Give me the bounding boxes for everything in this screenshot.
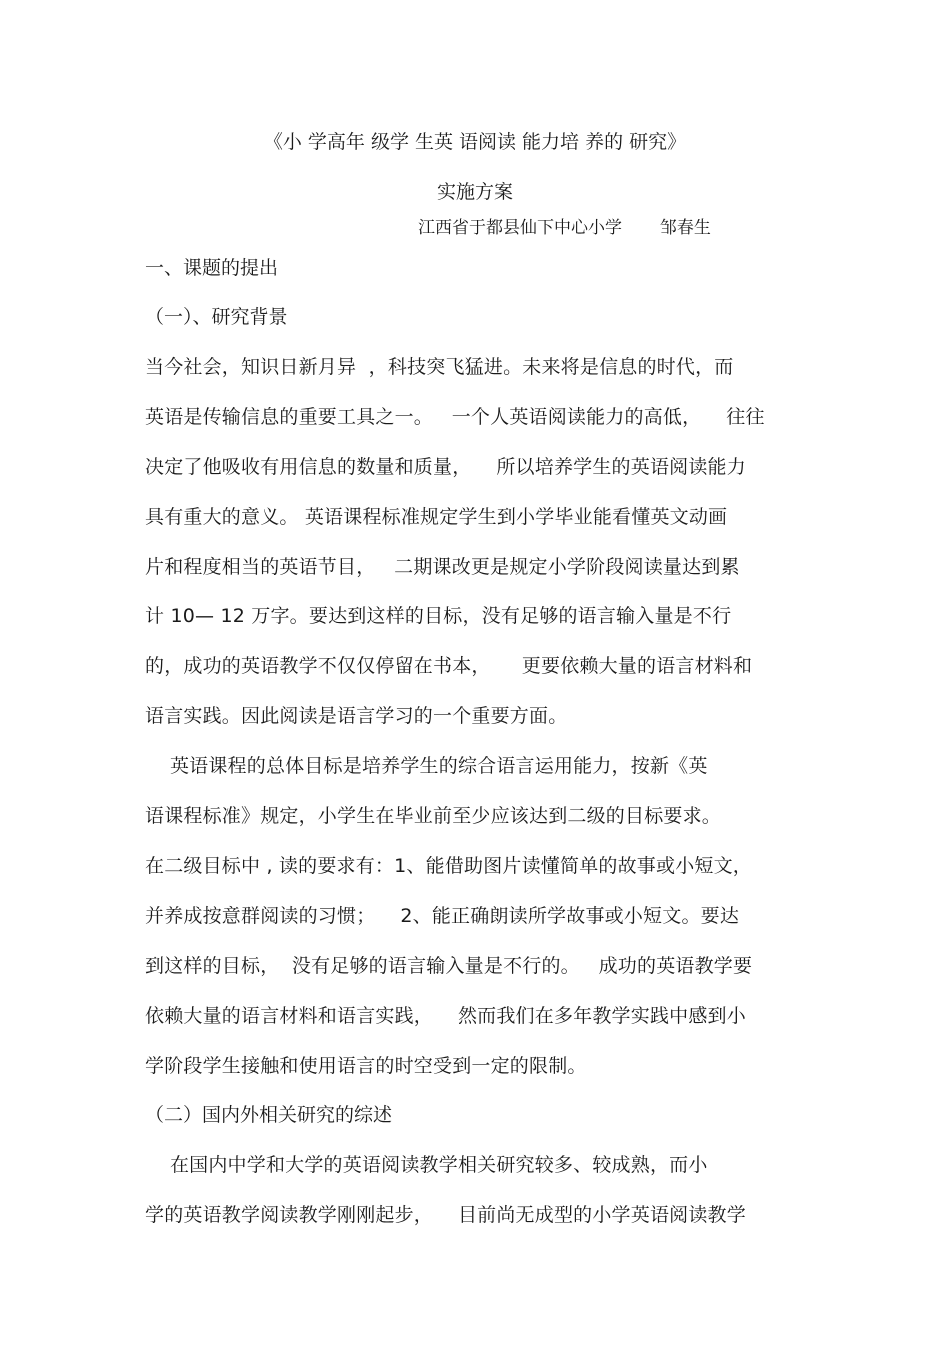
paragraph-line: 在国内中学和大学的英语阅读教学相关研究较多、较成熟，而小 <box>145 1154 708 1176</box>
paragraph-line: 语课程标准》规定，小学生在毕业前至少应该达到二级的目标要求。 <box>145 805 722 827</box>
paragraph-line: 片和程度相当的英语节目， 二期课改更是规定小学阶段阅读量达到累 <box>145 556 740 578</box>
subsection-heading: （一）、研究背景 <box>145 306 288 328</box>
paragraph-line: 学阶段学生接触和使用语言的时空受到一定的限制。 <box>145 1055 587 1077</box>
paragraph-line: 英语是传输信息的重要工具之一。 一个人英语阅读能力的高低， 往往 <box>145 406 765 428</box>
section-heading: 一、课题的提出 <box>145 257 279 279</box>
paragraph-line: 语言实践。因此阅读是语言学习的一个重要方面。 <box>145 705 568 727</box>
paragraph-line: 在二级目标中 , 读的要求有：1、能借助图片读懂简单的故事或小短文， <box>145 855 753 877</box>
paragraph-line: 学的英语教学阅读教学刚刚起步， 目前尚无成型的小学英语阅读教学 <box>145 1204 746 1226</box>
paragraph-line: 依赖大量的语言材料和语言实践， 然而我们在多年教学实践中感到小 <box>145 1005 746 1027</box>
paragraph-line: 具有重大的意义。 英语课程标准规定学生到小学毕业能看懂英文动画 <box>145 506 728 528</box>
subsection-heading: （二）国内外相关研究的综述 <box>145 1104 393 1126</box>
document-subtitle: 实施方案 <box>436 181 513 203</box>
paragraph-line: 的，成功的英语教学不仅仅停留在书本， 更要依赖大量的语言材料和 <box>145 655 753 677</box>
paragraph-line: 到这样的目标， 没有足够的语言输入量是不行的。 成功的英语教学要 <box>145 955 753 977</box>
paragraph-line: 决定了他吸收有用信息的数量和质量， 所以培养学生的英语阅读能力 <box>145 456 746 478</box>
paragraph-line: 英语课程的总体目标是培养学生的综合语言运用能力，按新《英 <box>145 755 708 777</box>
paragraph-line: 当今社会，知识日新月异 ，科技突飞猛进。未来将是信息的时代，而 <box>145 356 734 378</box>
document-title: 《小 学高年 级学 生英 语阅读 能力培 养的 研究》 <box>263 131 687 153</box>
paragraph-line: 并养成按意群阅读的习惯； 2、能正确朗读所学故事或小短文。要达 <box>145 905 740 927</box>
author-byline: 江西省于都县仙下中心小学 邹春生 <box>418 218 711 238</box>
paragraph-line: 计 10— 12 万字。要达到这样的目标，没有足够的语言输入量是不行 <box>145 605 732 627</box>
